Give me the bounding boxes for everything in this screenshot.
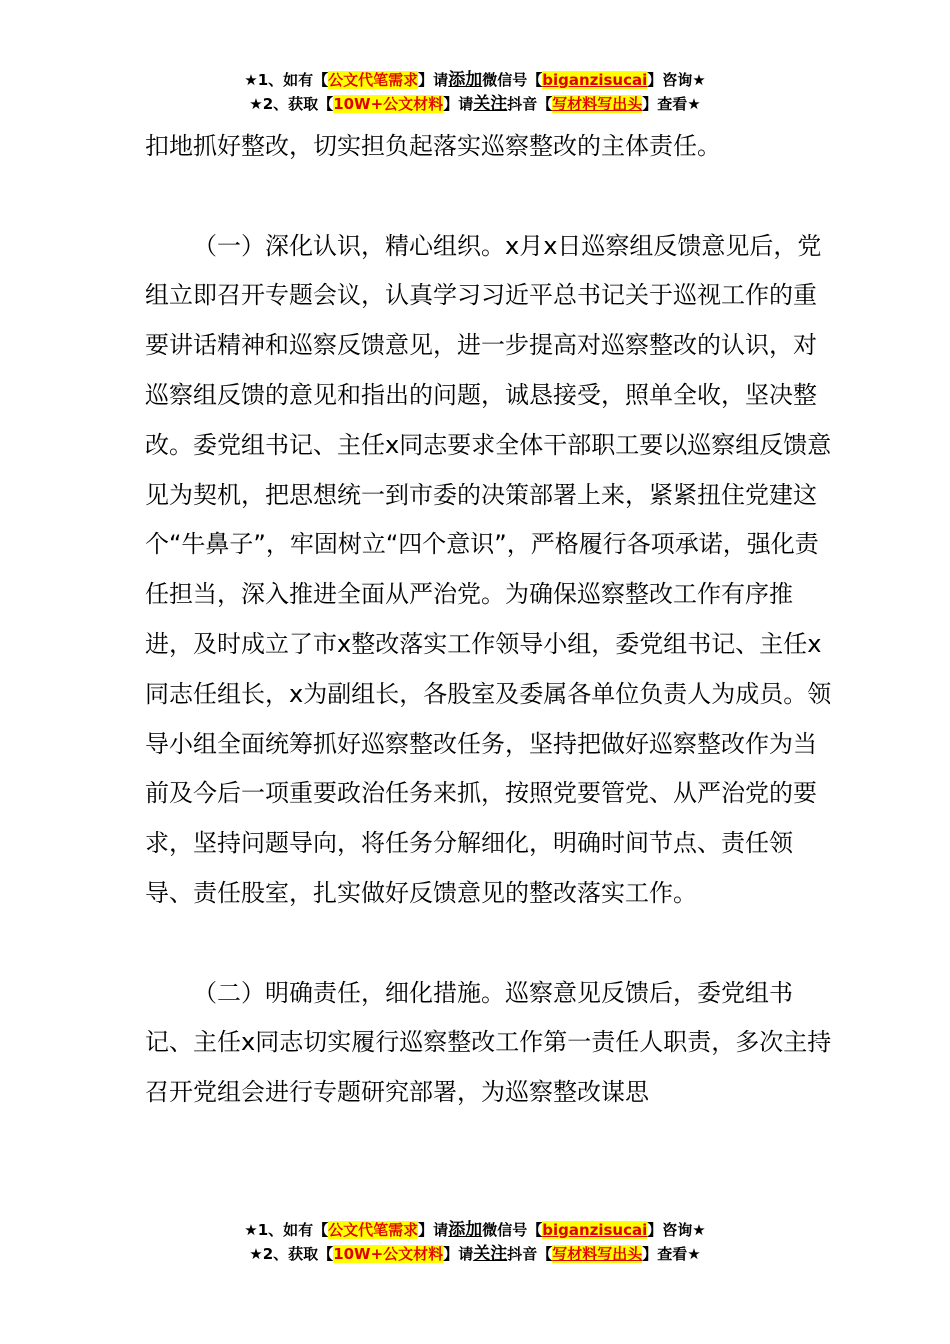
highlight-materials: 10W+公文材料 (333, 95, 444, 113)
document-body (145, 122, 835, 1118)
douyin-account: 写材料写出头 (552, 95, 643, 113)
banner-emphasis: 关注 (473, 1244, 508, 1264)
wechat-id: biganzisucai (542, 71, 648, 89)
banner-emphasis: 添加 (448, 70, 483, 90)
banner-text: 微信号【 (482, 1221, 543, 1239)
banner-text: ★1、如有【 (244, 1221, 329, 1239)
wechat-id: biganzisucai (542, 1221, 648, 1239)
banner-text: 抖音【 (507, 95, 553, 113)
banner-line-2 (0, 92, 950, 116)
paragraph: 扣地抓好整改，切实担负起落实巡察整改的主体责任。 (145, 132, 721, 160)
banner-emphasis: 关注 (473, 94, 508, 114)
banner-line-1 (0, 68, 950, 92)
banner-text: 】咨询★ (647, 1221, 706, 1239)
banner-text: 】查看★ (642, 1245, 701, 1263)
banner-text: 】请 (443, 1245, 474, 1263)
highlight-materials: 10W+公文材料 (333, 1245, 444, 1263)
banner-text: 】查看★ (642, 95, 701, 113)
paragraph: （二）明确责任，细化措施。巡察意见反馈后，委党组书记、主任x同志切实履行巡察整改工作第一责任人职责，多次主持召开党组会进行专题研究部署，为巡察整改谋思 (145, 978, 832, 1107)
highlight-service: 公文代笔需求 (328, 71, 419, 89)
highlight-service: 公文代笔需求 (328, 1221, 419, 1239)
banner-text: ★1、如有【 (244, 71, 329, 89)
banner-text: 微信号【 (482, 71, 543, 89)
banner-text: 】请 (418, 1221, 449, 1239)
header-banner (0, 68, 950, 116)
banner-text: ★2、获取【 (249, 1245, 334, 1263)
banner-line-2 (0, 1242, 950, 1266)
banner-text: ★2、获取【 (249, 95, 334, 113)
banner-line-1 (0, 1218, 950, 1242)
paragraph: （一）深化认识，精心组织。x月x日巡察组反馈意见后，党组立即召开专题会议，认真学习习近平总书记关于巡视工作的重要讲话精神和巡察反馈意见，进一步提高对巡察整改的认识，对巡察组反馈的意见和指出的问题，诚恳接受，照单全收，坚决整改。委党组书记、主任x同志要求全体干部职工要以巡察组反馈意见为契机，把思想统一到市委的决策部署上来，紧紧扭住党建这个“牛鼻子”，牢固树立“四个意识”，严格履行各项承诺，强化责任担当，深入推进全面从严治党。为确保巡察整改工作有序推进，及时成立了市x整改落实工作领导小组，委党组书记、主任x同志任组长，x为副组长，各股室及委属各单位负责人为成员。领导小组全面统筹抓好巡察整改任务，坚持把做好巡察整改作为当前及今后一项重要政治任务来抓，按照党要管党、从严治党的要求，坚持问题导向，将任务分解细化，明确时间节点、责任领导、责任股室，扎实做好反馈意见的整改落实工作。 (145, 231, 832, 907)
banner-text: 】咨询★ (647, 71, 706, 89)
douyin-account: 写材料写出头 (552, 1245, 643, 1263)
banner-text: 抖音【 (507, 1245, 553, 1263)
banner-text: 】请 (443, 95, 474, 113)
banner-emphasis: 添加 (448, 1220, 483, 1240)
banner-text: 】请 (418, 71, 449, 89)
footer-banner (0, 1218, 950, 1266)
